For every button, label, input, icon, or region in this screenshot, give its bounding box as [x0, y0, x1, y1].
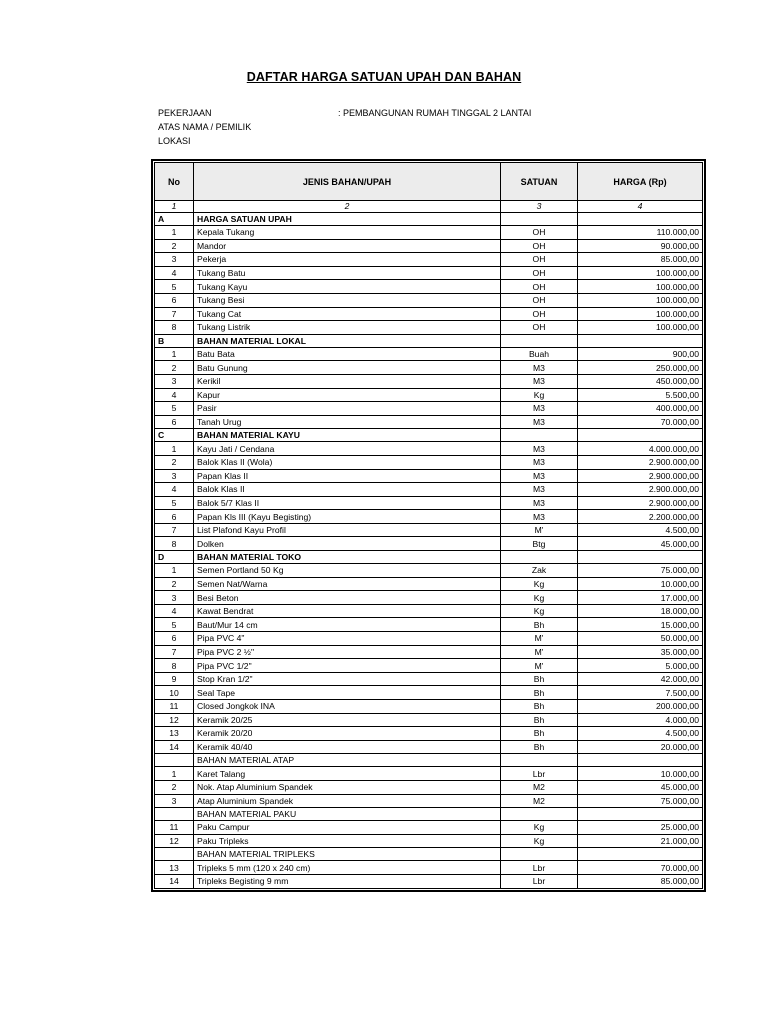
item-unit: Kg	[501, 388, 578, 402]
item-no: 7	[155, 645, 194, 659]
item-no: 3	[155, 794, 194, 808]
section-blank-cell	[578, 334, 703, 347]
section-blank-cell	[501, 848, 578, 861]
table-row	[155, 604, 703, 618]
item-price: 25.000,00	[578, 821, 703, 835]
item-unit: OH	[501, 226, 578, 240]
item-unit: Kg	[501, 821, 578, 835]
item-price: 5.500,00	[578, 388, 703, 402]
table-row	[155, 874, 703, 888]
table-row	[155, 253, 703, 267]
item-no: 1	[155, 564, 194, 578]
item-price: 42.000,00	[578, 672, 703, 686]
header-satuan: SATUAN	[501, 163, 578, 201]
item-no: 14	[155, 874, 194, 888]
item-unit: Bh	[501, 618, 578, 632]
index-cell: 1	[155, 201, 194, 213]
section-blank-cell	[501, 754, 578, 767]
section-blank-cell	[501, 429, 578, 442]
item-price: 85.000,00	[578, 874, 703, 888]
item-unit: OH	[501, 280, 578, 294]
item-name: Papan Kls III (Kayu Begisting)	[194, 510, 501, 524]
item-unit: M3	[501, 510, 578, 524]
section-title: HARGA SATUAN UPAH	[194, 213, 501, 226]
item-no: 5	[155, 618, 194, 632]
item-price: 21.000,00	[578, 834, 703, 848]
item-price: 2.900.000,00	[578, 455, 703, 469]
section-code: C	[155, 429, 194, 442]
item-name: Pipa PVC 2 ½"	[194, 645, 501, 659]
section-row	[155, 213, 703, 226]
item-no: 2	[155, 780, 194, 794]
item-name: Dolken	[194, 537, 501, 551]
item-unit: Bh	[501, 727, 578, 741]
table-row	[155, 672, 703, 686]
item-unit: OH	[501, 253, 578, 267]
item-no: 6	[155, 510, 194, 524]
item-name: Seal Tape	[194, 686, 501, 700]
header-jenis: JENIS BAHAN/UPAH	[194, 163, 501, 201]
section-blank-cell	[501, 334, 578, 347]
table-row	[155, 767, 703, 781]
item-name: Mandor	[194, 239, 501, 253]
item-price: 20.000,00	[578, 740, 703, 754]
item-price: 4.500,00	[578, 727, 703, 741]
lokasi-label: LOKASI	[158, 136, 191, 146]
section-row	[155, 754, 703, 767]
item-unit: M3	[501, 469, 578, 483]
table-row	[155, 496, 703, 510]
item-price: 18.000,00	[578, 604, 703, 618]
item-unit: M3	[501, 483, 578, 497]
table-row	[155, 740, 703, 754]
item-price: 85.000,00	[578, 253, 703, 267]
item-no: 3	[155, 591, 194, 605]
item-name: Pekerja	[194, 253, 501, 267]
item-unit: Zak	[501, 564, 578, 578]
table-row	[155, 374, 703, 388]
item-unit: Lbr	[501, 874, 578, 888]
table-row	[155, 239, 703, 253]
item-unit: Bh	[501, 713, 578, 727]
item-price: 100.000,00	[578, 307, 703, 321]
item-no: 4	[155, 483, 194, 497]
pekerjaan-label: PEKERJAAN	[158, 108, 212, 118]
item-name: Balok Klas II (Wola)	[194, 455, 501, 469]
table-row	[155, 510, 703, 524]
item-name: Paku Tripleks	[194, 834, 501, 848]
section-code: B	[155, 334, 194, 347]
item-unit: M'	[501, 523, 578, 537]
table-row	[155, 537, 703, 551]
section-blank-cell	[501, 213, 578, 226]
item-unit: M3	[501, 361, 578, 375]
section-title: BAHAN MATERIAL ATAP	[194, 754, 501, 767]
item-unit: M'	[501, 632, 578, 646]
item-unit: OH	[501, 239, 578, 253]
item-price: 900,00	[578, 347, 703, 361]
table-row	[155, 266, 703, 280]
table-row	[155, 686, 703, 700]
item-name: Tripleks Begisting 9 mm	[194, 874, 501, 888]
item-price: 4.000,00	[578, 713, 703, 727]
item-unit: M3	[501, 415, 578, 429]
item-name: Atap Aluminium Spandek	[194, 794, 501, 808]
item-price: 100.000,00	[578, 266, 703, 280]
item-unit: Kg	[501, 577, 578, 591]
table-row	[155, 442, 703, 456]
item-no: 1	[155, 767, 194, 781]
page-title: DAFTAR HARGA SATUAN UPAH DAN BAHAN	[246, 70, 522, 84]
section-code	[155, 848, 194, 861]
table-row	[155, 321, 703, 335]
index-cell: 4	[578, 201, 703, 213]
item-no: 5	[155, 280, 194, 294]
item-no: 12	[155, 834, 194, 848]
table-row	[155, 415, 703, 429]
item-name: Kapur	[194, 388, 501, 402]
item-name: Tukang Kayu	[194, 280, 501, 294]
item-no: 1	[155, 347, 194, 361]
item-no: 11	[155, 700, 194, 714]
item-name: Kawat Bendrat	[194, 604, 501, 618]
table-row	[155, 469, 703, 483]
section-blank-cell	[501, 808, 578, 821]
index-cell: 2	[194, 201, 501, 213]
section-code	[155, 754, 194, 767]
item-unit: Kg	[501, 591, 578, 605]
table-row	[155, 700, 703, 714]
item-no: 13	[155, 727, 194, 741]
item-name: Batu Gunung	[194, 361, 501, 375]
table-row	[155, 293, 703, 307]
item-unit: M'	[501, 645, 578, 659]
header-no: No	[155, 163, 194, 201]
pekerjaan-value: : PEMBANGUNAN RUMAH TINGGAL 2 LANTAI	[338, 108, 532, 118]
item-price: 10.000,00	[578, 767, 703, 781]
item-name: Keramik 20/25	[194, 713, 501, 727]
item-no: 6	[155, 415, 194, 429]
item-unit: Kg	[501, 834, 578, 848]
item-price: 2.900.000,00	[578, 469, 703, 483]
item-no: 6	[155, 293, 194, 307]
item-unit: M'	[501, 659, 578, 673]
item-name: Baut/Mur 14 cm	[194, 618, 501, 632]
item-no: 13	[155, 861, 194, 875]
table-row	[155, 659, 703, 673]
table-row	[155, 564, 703, 578]
section-blank-cell	[578, 213, 703, 226]
item-name: Balok 5/7 Klas II	[194, 496, 501, 510]
item-unit: OH	[501, 307, 578, 321]
item-no: 12	[155, 713, 194, 727]
item-unit: Bh	[501, 740, 578, 754]
section-title: BAHAN MATERIAL TOKO	[194, 551, 501, 564]
item-name: Kepala Tukang	[194, 226, 501, 240]
item-price: 75.000,00	[578, 564, 703, 578]
item-price: 35.000,00	[578, 645, 703, 659]
table-row	[155, 280, 703, 294]
item-price: 45.000,00	[578, 780, 703, 794]
table-row	[155, 632, 703, 646]
section-row	[155, 429, 703, 442]
item-price: 5.000,00	[578, 659, 703, 673]
item-unit: M3	[501, 374, 578, 388]
section-row	[155, 808, 703, 821]
header-harga: HARGA (Rp)	[578, 163, 703, 201]
atas-nama-label: ATAS NAMA / PEMILIK	[158, 122, 252, 132]
item-name: List Plafond Kayu Profil	[194, 523, 501, 537]
item-price: 70.000,00	[578, 415, 703, 429]
section-title: BAHAN MATERIAL KAYU	[194, 429, 501, 442]
table-row	[155, 347, 703, 361]
table-row	[155, 591, 703, 605]
item-price: 4.000.000,00	[578, 442, 703, 456]
item-price: 75.000,00	[578, 794, 703, 808]
item-price: 100.000,00	[578, 321, 703, 335]
item-no: 14	[155, 740, 194, 754]
section-blank-cell	[578, 808, 703, 821]
item-unit: M3	[501, 496, 578, 510]
item-name: Keramik 40/40	[194, 740, 501, 754]
section-code	[155, 808, 194, 821]
item-price: 4.500,00	[578, 523, 703, 537]
item-no: 7	[155, 307, 194, 321]
table-row	[155, 402, 703, 416]
table-header-row	[155, 163, 703, 201]
item-name: Closed Jongkok INA	[194, 700, 501, 714]
item-unit: OH	[501, 266, 578, 280]
item-name: Pipa PVC 1/2"	[194, 659, 501, 673]
item-price: 7.500,00	[578, 686, 703, 700]
section-title: BAHAN MATERIAL LOKAL	[194, 334, 501, 347]
table-row	[155, 780, 703, 794]
item-unit: Kg	[501, 604, 578, 618]
item-unit: OH	[501, 293, 578, 307]
item-unit: Btg	[501, 537, 578, 551]
item-unit: Bh	[501, 672, 578, 686]
table-row	[155, 361, 703, 375]
section-blank-cell	[578, 551, 703, 564]
item-unit: Bh	[501, 700, 578, 714]
item-price: 50.000,00	[578, 632, 703, 646]
item-unit: OH	[501, 321, 578, 335]
item-no: 1	[155, 226, 194, 240]
item-price: 10.000,00	[578, 577, 703, 591]
section-title: BAHAN MATERIAL PAKU	[194, 808, 501, 821]
table-row	[155, 455, 703, 469]
item-unit: M3	[501, 442, 578, 456]
item-no: 4	[155, 266, 194, 280]
item-no: 2	[155, 455, 194, 469]
item-unit: Buah	[501, 347, 578, 361]
item-name: Stop Kran 1/2"	[194, 672, 501, 686]
item-price: 2.200.000,00	[578, 510, 703, 524]
table-row	[155, 388, 703, 402]
item-name: Balok Klas II	[194, 483, 501, 497]
item-price: 45.000,00	[578, 537, 703, 551]
section-blank-cell	[578, 848, 703, 861]
item-name: Tukang Listrik	[194, 321, 501, 335]
table-row	[155, 618, 703, 632]
item-no: 10	[155, 686, 194, 700]
table-row	[155, 307, 703, 321]
section-code: D	[155, 551, 194, 564]
item-price: 110.000,00	[578, 226, 703, 240]
item-price: 100.000,00	[578, 293, 703, 307]
item-no: 11	[155, 821, 194, 835]
table-row	[155, 645, 703, 659]
item-price: 450.000,00	[578, 374, 703, 388]
table-row	[155, 834, 703, 848]
item-name: Tanah Urug	[194, 415, 501, 429]
item-no: 1	[155, 442, 194, 456]
table-row	[155, 861, 703, 875]
price-table	[151, 159, 706, 892]
item-no: 5	[155, 402, 194, 416]
section-blank-cell	[578, 429, 703, 442]
table-row	[155, 226, 703, 240]
table-row	[155, 523, 703, 537]
item-price: 250.000,00	[578, 361, 703, 375]
item-price: 200.000,00	[578, 700, 703, 714]
item-no: 2	[155, 361, 194, 375]
item-no: 4	[155, 388, 194, 402]
item-price: 17.000,00	[578, 591, 703, 605]
item-no: 8	[155, 321, 194, 335]
item-unit: M2	[501, 780, 578, 794]
item-no: 8	[155, 537, 194, 551]
item-name: Besi Beton	[194, 591, 501, 605]
item-no: 5	[155, 496, 194, 510]
item-name: Pipa PVC 4"	[194, 632, 501, 646]
item-name: Karet Talang	[194, 767, 501, 781]
table-row	[155, 713, 703, 727]
column-index-row	[155, 201, 703, 213]
item-price: 90.000,00	[578, 239, 703, 253]
item-unit: M3	[501, 402, 578, 416]
item-name: Pasir	[194, 402, 501, 416]
item-unit: M2	[501, 794, 578, 808]
item-name: Kayu Jati / Cendana	[194, 442, 501, 456]
table-row	[155, 821, 703, 835]
item-name: Keramik 20/20	[194, 727, 501, 741]
section-blank-cell	[501, 551, 578, 564]
item-no: 2	[155, 239, 194, 253]
item-name: Semen Portland 50 Kg	[194, 564, 501, 578]
item-price: 15.000,00	[578, 618, 703, 632]
item-no: 8	[155, 659, 194, 673]
item-price: 70.000,00	[578, 861, 703, 875]
section-code: A	[155, 213, 194, 226]
item-no: 3	[155, 469, 194, 483]
item-name: Nok. Atap Aluminium Spandek	[194, 780, 501, 794]
item-price: 2.900.000,00	[578, 496, 703, 510]
item-no: 7	[155, 523, 194, 537]
item-price: 2.900.000,00	[578, 483, 703, 497]
item-no: 9	[155, 672, 194, 686]
table-row	[155, 727, 703, 741]
item-name: Semen Nat/Warna	[194, 577, 501, 591]
item-no: 3	[155, 374, 194, 388]
section-row	[155, 848, 703, 861]
index-cell: 3	[501, 201, 578, 213]
section-title: BAHAN MATERIAL TRIPLEKS	[194, 848, 501, 861]
item-unit: Lbr	[501, 767, 578, 781]
item-price: 400.000,00	[578, 402, 703, 416]
table-row	[155, 794, 703, 808]
item-unit: Bh	[501, 686, 578, 700]
item-name: Batu Bata	[194, 347, 501, 361]
item-name: Tripleks 5 mm (120 x 240 cm)	[194, 861, 501, 875]
section-blank-cell	[578, 754, 703, 767]
table-row	[155, 577, 703, 591]
item-name: Papan Klas II	[194, 469, 501, 483]
item-name: Tukang Besi	[194, 293, 501, 307]
section-row	[155, 334, 703, 347]
item-unit: M3	[501, 455, 578, 469]
item-name: Tukang Batu	[194, 266, 501, 280]
item-unit: Lbr	[501, 861, 578, 875]
item-name: Tukang Cat	[194, 307, 501, 321]
item-name: Paku Campur	[194, 821, 501, 835]
item-no: 3	[155, 253, 194, 267]
section-row	[155, 551, 703, 564]
item-no: 4	[155, 604, 194, 618]
table-row	[155, 483, 703, 497]
item-no: 2	[155, 577, 194, 591]
item-price: 100.000,00	[578, 280, 703, 294]
item-no: 6	[155, 632, 194, 646]
item-name: Kerikil	[194, 374, 501, 388]
